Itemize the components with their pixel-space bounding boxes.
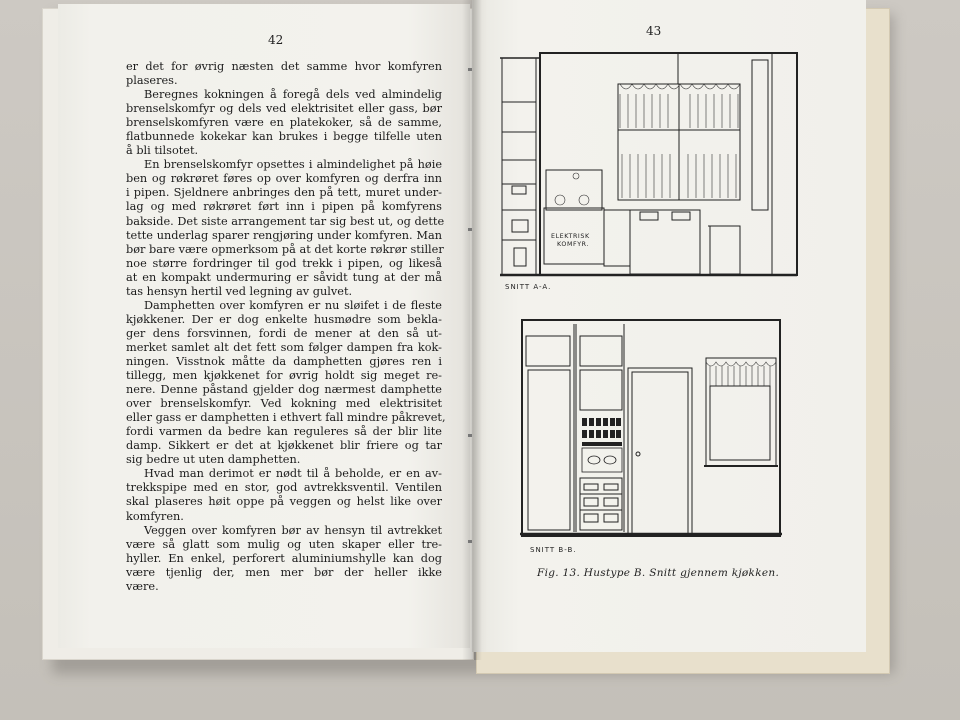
section-label-a: SNITT A-A. [505, 283, 552, 291]
text-line: være så glatt som mulig og uten skaper eller tre- [126, 537, 442, 551]
text-line: brenselskomfyr og dels ved elektrisitet eller gass, bør [126, 102, 442, 116]
text-line: ben og røkrøret føres op over komfyren og derfra inn [126, 172, 442, 186]
text-line: lag og med røkrøret ført inn i pipen på komfyrens [126, 200, 442, 214]
text-line: ger dens forsvinnen, fordi de mener at den så ut- [126, 326, 442, 340]
kitchen-section-drawing-b [520, 318, 782, 540]
text-line: være tjenlig der, men mer bør der heller ikke [126, 565, 442, 579]
text-line: bakside. Det siste arrangement tar sig best ut, og dette [126, 214, 445, 228]
text-line: hyller. En enkel, perforert aluminiumshylle kan dog [126, 551, 442, 565]
page-number-left: 42 [268, 33, 284, 47]
spice-rack [582, 418, 622, 446]
text-line: brenselskomfyren være en platekoker, så de samme, [126, 116, 442, 130]
text-line: at en kompakt undermuring er såvidt tung at der må [126, 270, 442, 284]
text-line: plaseres. [126, 74, 178, 88]
stove-label-line-1: ELEKTRISK [551, 233, 590, 240]
text-line: tillegg, men kjøkkenet for øvrig holdt sig meget re- [126, 369, 442, 383]
text-line: Veggen over komfyren bør av hensyn til avtrekket [144, 523, 442, 537]
text-line: trekkspipe med en stor, god avtrekksventil. Ventilen [126, 481, 442, 495]
text-line: Damphetten over komfyren er nu sløifet i de fleste [144, 298, 442, 312]
text-line: En brenselskomfyr opsettes i almindelighet på høie [144, 158, 442, 172]
stove-label-line-2: KOMFYR. [557, 241, 589, 248]
text-line: komfyren. [126, 509, 184, 523]
text-line: bør bare være opmerksom på at det korte røkrør stiller [126, 242, 444, 256]
text-line: nere. Denne påstand gjelder dog nærmest damphette [126, 383, 442, 397]
text-line: å bli tilsotet. [126, 144, 199, 158]
text-line: merket samlet alt det fett som følger dampen fra kok- [126, 340, 442, 354]
text-line: tas hensyn hertil ved legning av gulvet. [126, 284, 353, 298]
section-label-b: SNITT B-B. [530, 546, 577, 554]
text-line: er det for øvrig næsten det samme hvor komfyren [126, 60, 442, 73]
text-line: damp. Sikkert er det at kjøkkenet blir friere og tar [126, 439, 442, 453]
text-line: i pipen. Sjeldnere anbringes den på tett, muret under- [126, 186, 442, 200]
page-number-right: 43 [646, 24, 662, 38]
text-line: Hvad man derimot er nødt til å beholde, er en av- [144, 467, 442, 481]
text-line: kjøkkener. Der er dog enkelte husmødre som bekla- [126, 312, 442, 326]
text-line: over brenselskomfyr. Ved kokning med elektrisitet [126, 397, 442, 411]
book-gutter [462, 0, 482, 660]
text-line: fordi varmen da bedre kan reguleres så der blir lite [126, 425, 442, 439]
kitchen-section-drawing-a [500, 50, 800, 278]
text-line: tette underlag sparer rengjøring under komfyren. Man [126, 228, 442, 242]
text-line: flatbunnede kokekar kan brukes i begge tilfelle uten [126, 130, 442, 144]
text-line: ningen. Visstnok måtte da damphetten gjøres ren i [126, 354, 442, 368]
text-line: noe større fordringer til god trekk i pipen, og likeså [126, 256, 442, 270]
text-line: eller gass er damphetten i ethvert fall mindre påkrevet, [126, 411, 446, 425]
text-line: sig bedre ut uten damphetten. [126, 453, 301, 467]
left-page-body-text [126, 60, 446, 594]
text-line: være. [126, 579, 159, 593]
text-line: skal plaseres høit oppe på veggen og helst like over [126, 495, 442, 509]
text-line: Beregnes kokningen å foregå dels ved almindelig [144, 88, 442, 102]
figure-caption: Fig. 13. Hustype B. Snitt gjennem kjøkken. [537, 567, 780, 579]
